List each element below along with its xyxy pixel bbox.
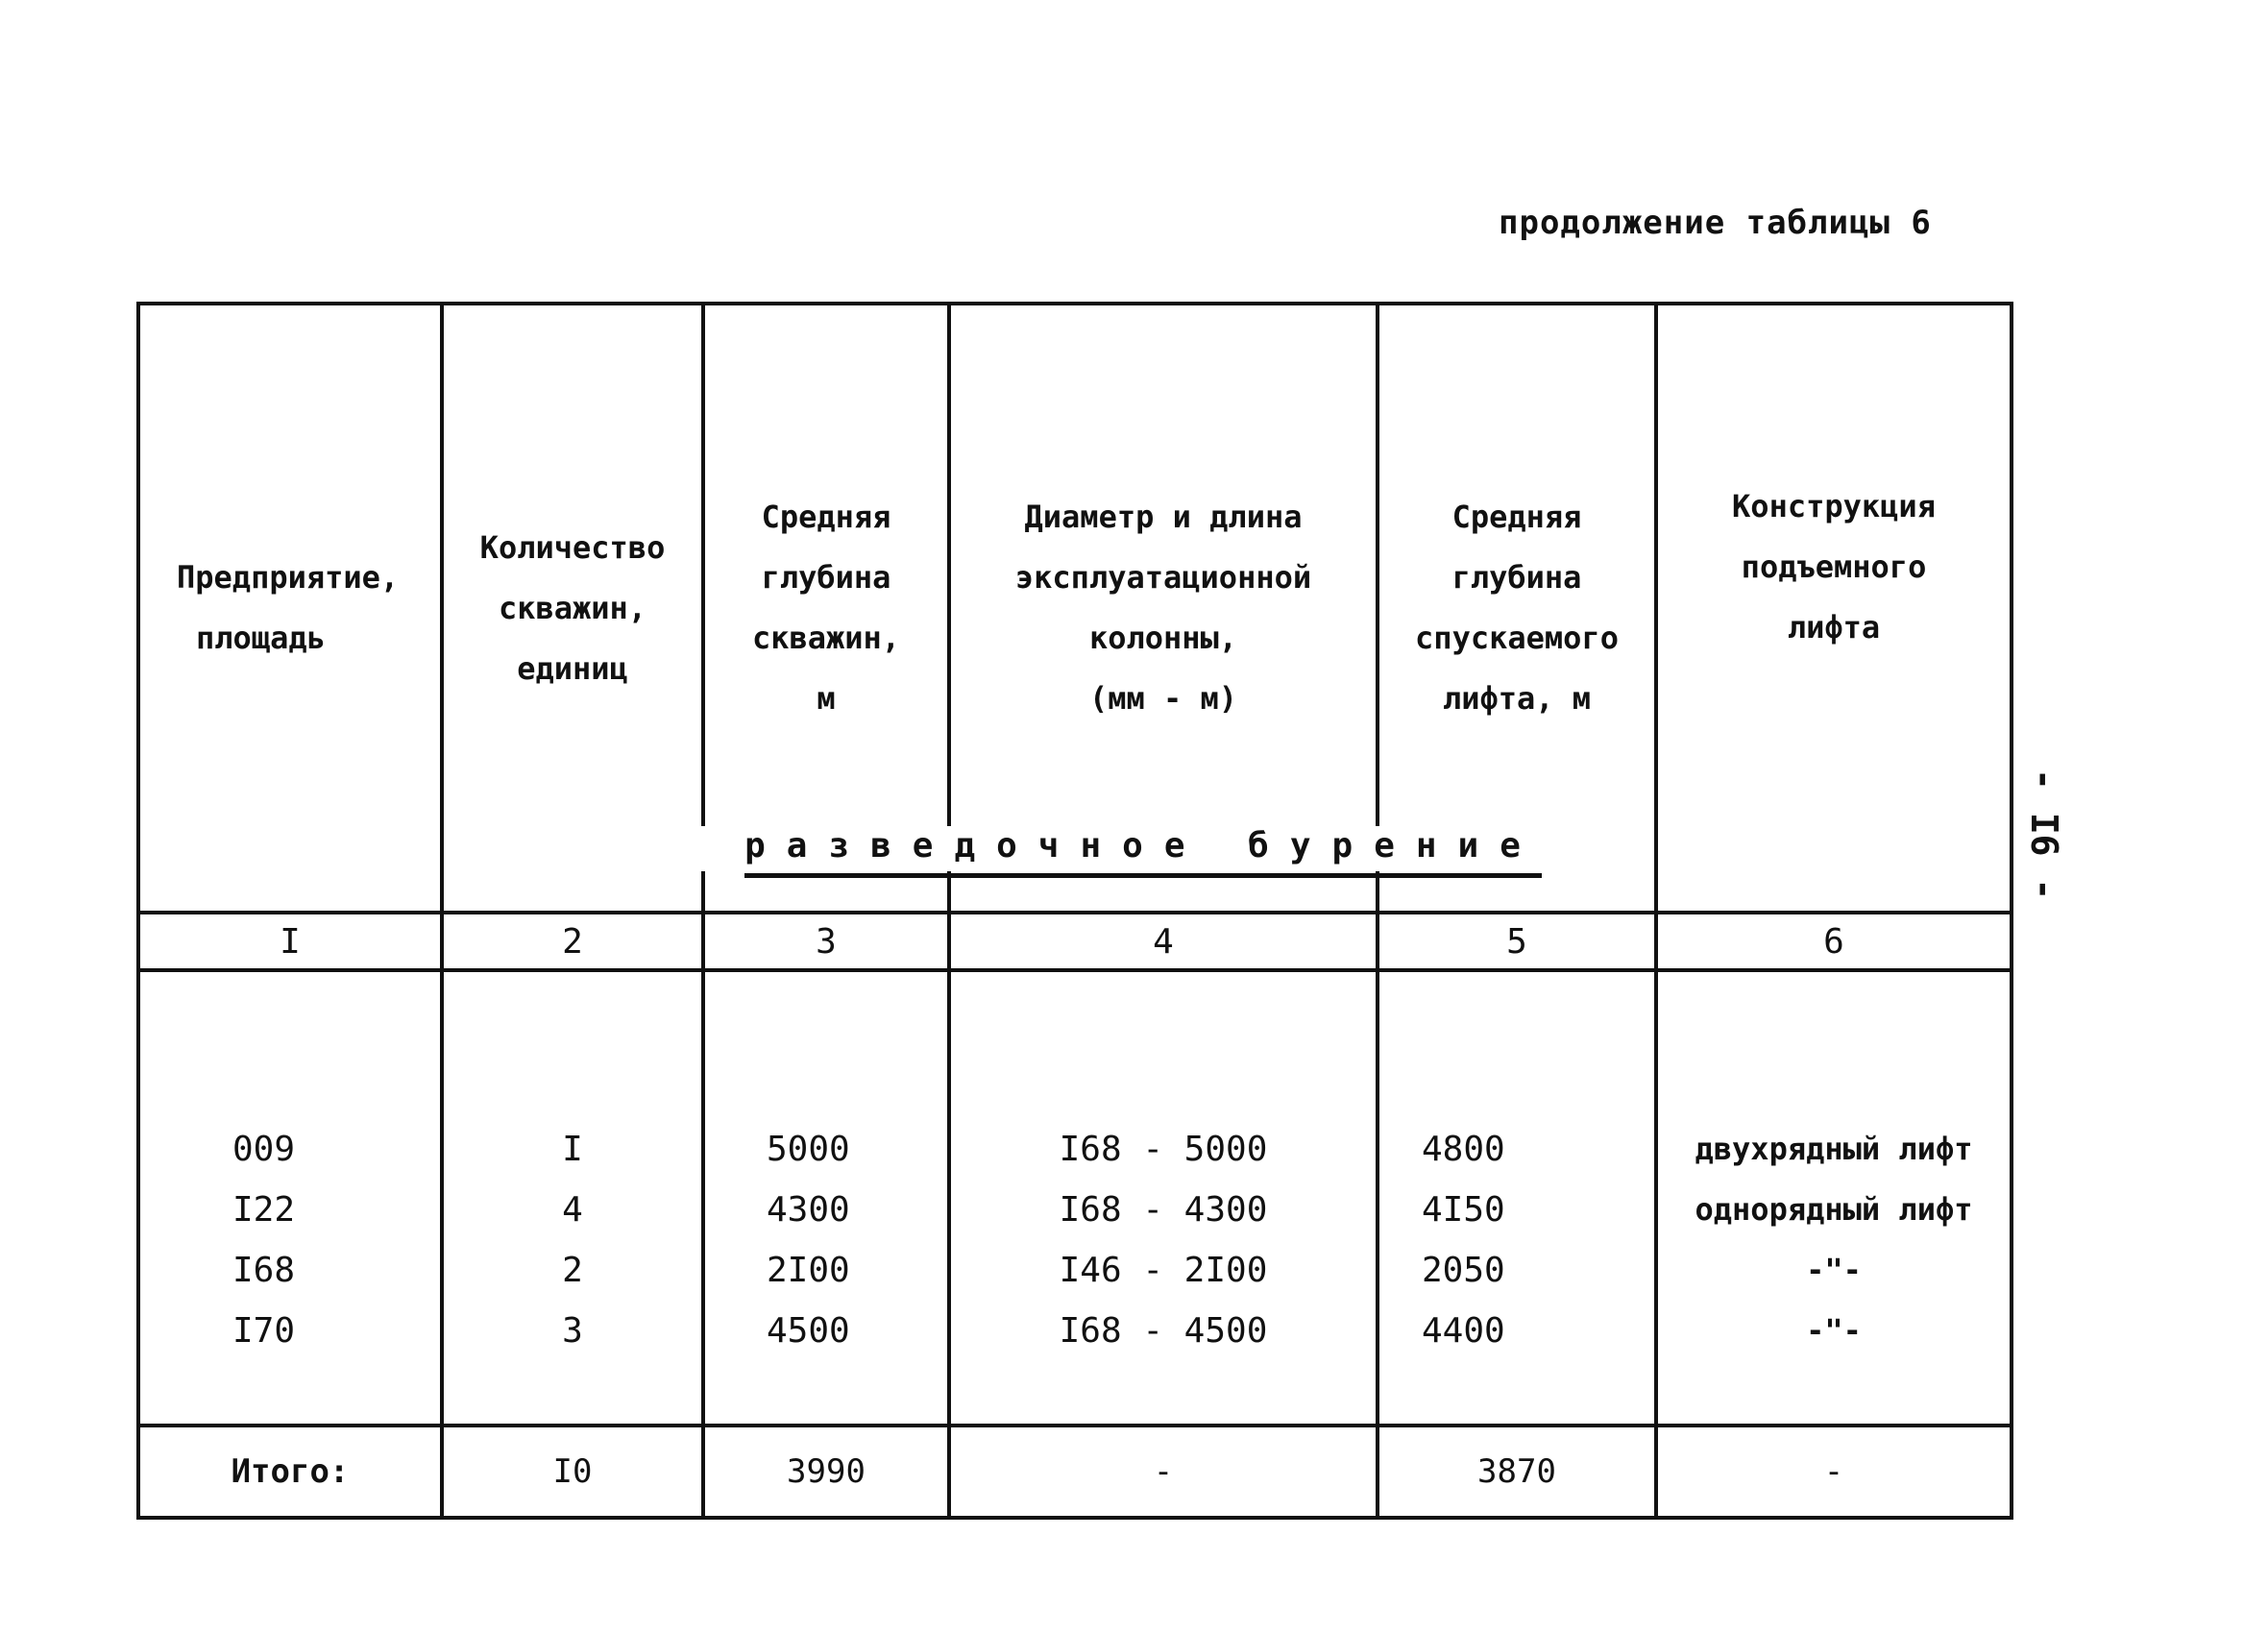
table-cell: I68	[232, 1251, 296, 1290]
col-lift-depth	[1378, 970, 1656, 1426]
data-body-row	[138, 970, 2012, 1426]
table-cell: I46 - 2I00	[1059, 1251, 1268, 1290]
column-number-row	[138, 913, 2012, 970]
header-avg-depth: Средняя глубина скважин, м	[703, 304, 949, 913]
col-number: 4	[949, 913, 1378, 970]
table-cell: двухрядный лифт	[1695, 1131, 1973, 1167]
col-well-count	[442, 970, 703, 1426]
table-cell: I68 - 4500	[1059, 1311, 1268, 1351]
col-diameter-length	[949, 970, 1378, 1426]
table-cell: 3	[562, 1311, 583, 1351]
col-number: 5	[1378, 913, 1656, 970]
table-cell: I70	[232, 1311, 296, 1351]
table-cell: I68 - 5000	[1059, 1130, 1268, 1169]
header-lift-depth: Средняя глубина спускаемого лифта, м	[1378, 304, 1656, 913]
col-lift-design	[1656, 970, 2012, 1426]
total-label: Итого:	[138, 1426, 442, 1518]
col-enterprise	[138, 970, 442, 1426]
page-number: - I6 -	[2023, 768, 2065, 901]
col-avg-depth	[703, 970, 949, 1426]
table-cell: 4500	[767, 1311, 850, 1351]
header-row	[138, 304, 2012, 913]
col-number: 6	[1656, 913, 2012, 970]
col-number: I	[138, 913, 442, 970]
col-number: 2	[442, 913, 703, 970]
total-cell: 3870	[1378, 1426, 1656, 1518]
table-cell: 4	[562, 1190, 583, 1230]
table-cell: 2050	[1422, 1251, 1505, 1290]
header-well-count: Количество скважин, единиц	[442, 304, 703, 913]
table-cell: 009	[232, 1130, 296, 1169]
total-cell: 3990	[703, 1426, 949, 1518]
table-cell: 4400	[1422, 1311, 1505, 1351]
header-enterprise: Предприятие, площадь	[138, 304, 442, 913]
table-cell: I22	[232, 1190, 296, 1230]
col-number: 3	[703, 913, 949, 970]
table-cell: 5000	[767, 1130, 850, 1169]
table-cell: однорядный лифт	[1695, 1191, 1973, 1228]
table-caption: продолжение таблицы 6	[1499, 204, 1932, 242]
section-title: разведочное бурение	[672, 826, 1614, 871]
table-cell: I68 - 4300	[1059, 1190, 1268, 1230]
total-cell: I0	[442, 1426, 703, 1518]
table-cell: -"-	[1806, 1252, 1862, 1288]
header-diameter-length: Диаметр и длина эксплуатационной колонны, (мм - м)	[949, 304, 1378, 913]
total-cell: -	[1656, 1426, 2012, 1518]
data-table	[136, 302, 2013, 1520]
total-row	[138, 1426, 2012, 1518]
table-cell: 2	[562, 1251, 583, 1290]
table-cell: I	[562, 1130, 583, 1169]
table-cell: 4800	[1422, 1130, 1505, 1169]
header-lift-design: Конструкция подъемного лифта	[1656, 304, 2012, 913]
table-cell: 4300	[767, 1190, 850, 1230]
table-cell: 2I00	[767, 1251, 850, 1290]
total-cell: -	[949, 1426, 1378, 1518]
table-cell: -"-	[1806, 1312, 1862, 1349]
table-cell: 4I50	[1422, 1190, 1505, 1230]
